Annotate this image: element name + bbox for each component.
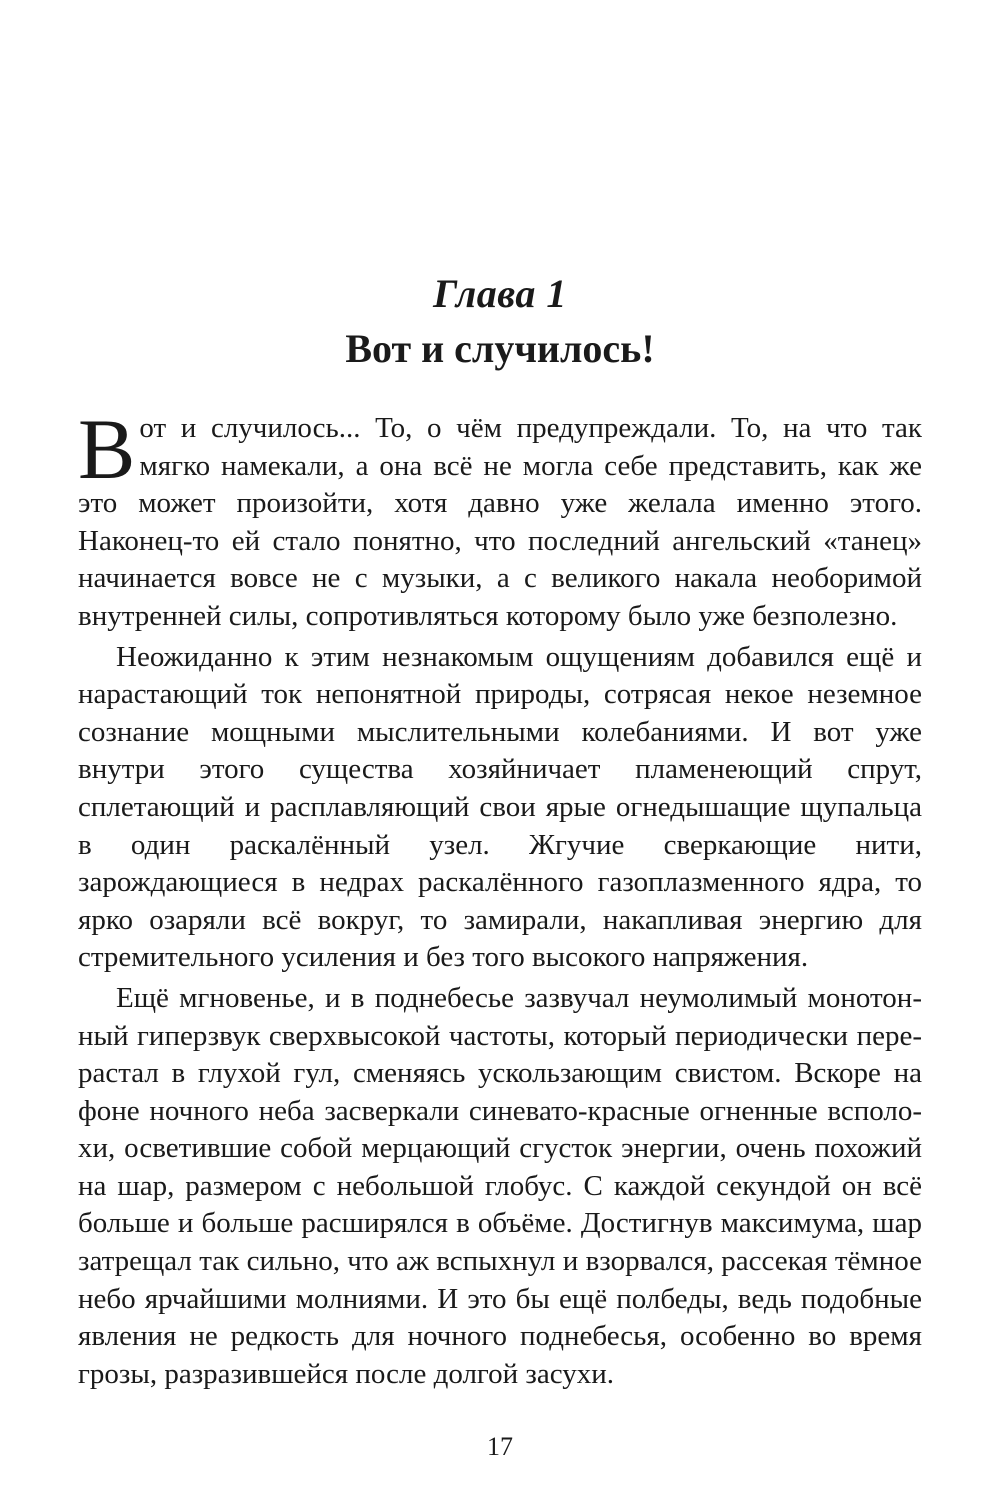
paragraph-1-text: от и случилось... То, о чём предупреждали. То, на что так мягко намекали, а она всё не могла себе представить, как же это может произойти, хотя давно уже желала именно этого. Наконец-то ей стало понятно, что последний ангельский «танец» начинается вовсе не с музыки, а с великого накала необоримой внутренней силы, сопротивляться которому было уже безполезно. <box>78 412 922 632</box>
chapter-title: Вот и случилось! <box>345 326 655 371</box>
paragraph-3: Ещё мгновенье, и в поднебесье зазвучал неумолимый монотонный гиперзвук сверхвысокой частоты, который периодически перерастал в глухой гул, сменяясь ускользающим свистом. Вскоре на фоне ночного неба засверкали синевато-красные огненные всполохи, осветившие собой мерцающий сгусток энергии, очень похожий на шар, размером с небольшой глобус. С каждой секундой он всё больше и больше расширялся в объёме. Достигнув максимума, шар затрещал так сильно, что аж вспыхнул и взорвался, рассекая тёмное небо ярчайшими молниями. И это бы ещё полбеды, ведь подобные явления не редкость для ночного поднебесья, особенно во время грозы, разразившейся после долгой засухи. <box>78 981 922 1390</box>
chapter-body <box>78 401 922 1393</box>
chapter-number: Глава 1 <box>433 271 567 316</box>
page-number: 17 <box>487 1432 513 1461</box>
drop-cap: В <box>78 401 136 497</box>
paragraph-2: Неожиданно к этим незнакомым ощущениям добавился ещё и нарастающий ток непонятной природы, сотрясая некое неземное сознание мощными мыслительными колебаниями. И вот уже внутри этого существа хозяйничает пламенеющий спрут, сплетающий и расплавляющий свои ярые огнедышащие щупальца в один раскалённый узел. Жгучие сверкающие нити, зарождающиеся в недрах раскалённого газоплазменного ядра, то ярко озаряли всё вокруг, то замирали, накапливая энергию для стремительного усиления и без того высокого напряжения. <box>78 640 922 974</box>
paragraph-1 <box>78 401 922 636</box>
